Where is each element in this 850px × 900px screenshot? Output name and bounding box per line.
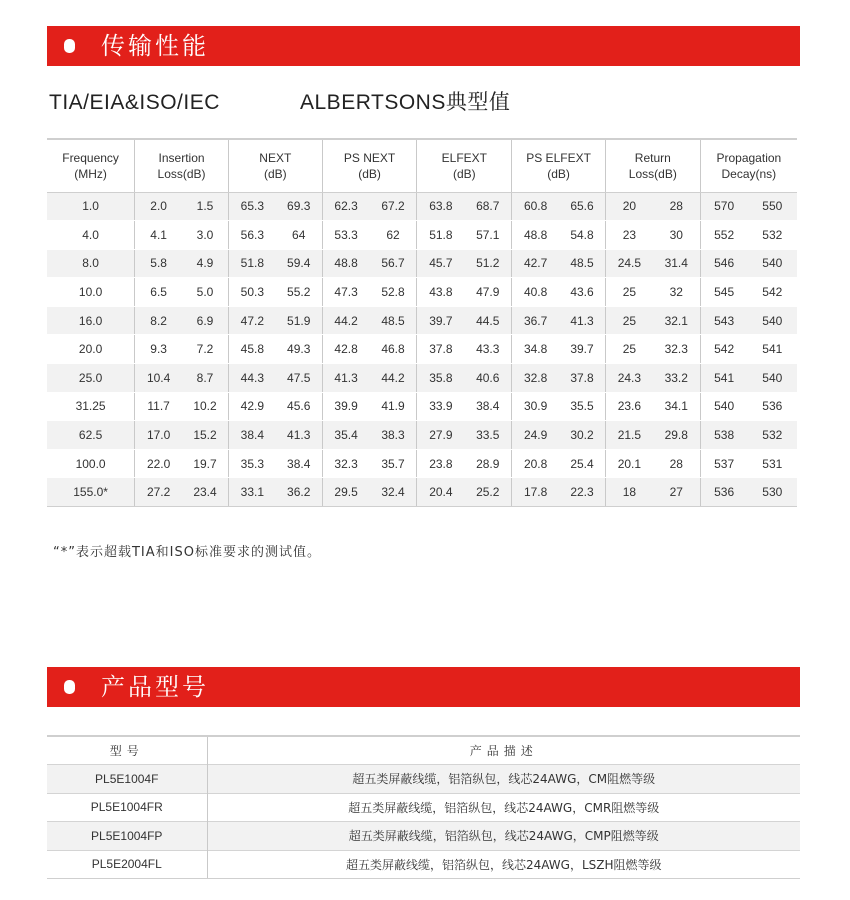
value-cell: 40.8 [512, 278, 559, 307]
frequency-cell: 8.0 [47, 249, 135, 278]
value-cell: 537 [700, 449, 747, 478]
value-cell: 44.5 [464, 306, 511, 335]
footnote: “*”表示超载TIA和ISO标准要求的测试值。 [53, 545, 321, 560]
table-row [47, 478, 797, 507]
value-cell: 23 [605, 221, 652, 250]
value-cell: 39.9 [322, 392, 369, 421]
table-row [47, 765, 800, 794]
value-cell: 48.5 [559, 249, 605, 278]
value-cell: 17.0 [135, 421, 182, 450]
frequency-cell: 31.25 [47, 392, 135, 421]
value-cell: 35.5 [559, 392, 605, 421]
value-cell: 56.7 [370, 249, 417, 278]
column-header: PS NEXT (dB) [322, 139, 417, 192]
value-cell: 20.4 [417, 478, 464, 507]
value-cell: 27.9 [417, 421, 464, 450]
value-cell: 24.3 [605, 364, 652, 393]
value-cell: 32.4 [370, 478, 417, 507]
value-cell: 6.5 [135, 278, 182, 307]
value-cell: 32.1 [653, 306, 700, 335]
value-cell: 51.9 [276, 306, 322, 335]
value-cell: 32.3 [322, 449, 369, 478]
value-cell: 536 [700, 478, 747, 507]
value-cell: 37.8 [559, 364, 605, 393]
bullet-icon [64, 680, 75, 694]
value-cell: 49.3 [276, 335, 322, 364]
value-cell: 48.8 [322, 249, 369, 278]
value-cell: 24.9 [512, 421, 559, 450]
value-cell: 25 [605, 306, 652, 335]
value-cell: 41.3 [276, 421, 322, 450]
value-cell: 57.1 [464, 221, 511, 250]
model-cell: PL5E2004FL [47, 850, 207, 879]
value-cell: 530 [748, 478, 797, 507]
value-cell: 4.9 [182, 249, 228, 278]
frequency-cell: 62.5 [47, 421, 135, 450]
value-cell: 11.7 [135, 392, 182, 421]
value-cell: 69.3 [276, 192, 322, 221]
value-cell: 532 [748, 221, 797, 250]
value-cell: 22.3 [559, 478, 605, 507]
value-cell: 45.8 [228, 335, 275, 364]
value-cell: 68.7 [464, 192, 511, 221]
value-cell: 540 [748, 364, 797, 393]
value-cell: 20 [605, 192, 652, 221]
value-cell: 550 [748, 192, 797, 221]
value-cell: 33.2 [653, 364, 700, 393]
column-header: ELFEXT (dB) [417, 139, 512, 192]
model-cell: PL5E1004FR [47, 793, 207, 822]
table-row [47, 392, 797, 421]
description-cell: 超五类屏蔽线缆，铝箔纵包，线芯24AWG，CMR阻燃等级 [207, 793, 800, 822]
column-header: Insertion Loss(dB) [135, 139, 229, 192]
value-cell: 51.8 [417, 221, 464, 250]
value-cell: 30.9 [512, 392, 559, 421]
value-cell: 39.7 [559, 335, 605, 364]
value-cell: 36.7 [512, 306, 559, 335]
table-row [47, 793, 800, 822]
value-cell: 17.8 [512, 478, 559, 507]
value-cell: 65.3 [228, 192, 275, 221]
description-cell: 超五类屏蔽线缆，铝箔纵包，线芯24AWG，LSZH阻燃等级 [207, 850, 800, 879]
value-cell: 47.2 [228, 306, 275, 335]
value-cell: 18 [605, 478, 652, 507]
value-cell: 2.0 [135, 192, 182, 221]
frequency-cell: 155.0* [47, 478, 135, 507]
value-cell: 50.3 [228, 278, 275, 307]
value-cell: 42.7 [512, 249, 559, 278]
value-cell: 51.2 [464, 249, 511, 278]
value-cell: 552 [700, 221, 747, 250]
section-title: 产品型号 [101, 673, 209, 701]
value-cell: 52.8 [370, 278, 417, 307]
value-cell: 32 [653, 278, 700, 307]
model-cell: PL5E1004F [47, 765, 207, 794]
value-cell: 29.8 [653, 421, 700, 450]
column-header: Propagation Decay(ns) [700, 139, 797, 192]
value-cell: 25.4 [559, 449, 605, 478]
value-cell: 51.8 [228, 249, 275, 278]
value-cell: 23.8 [417, 449, 464, 478]
value-cell: 41.9 [370, 392, 417, 421]
column-header: PS ELFEXT (dB) [512, 139, 606, 192]
table-row [47, 192, 797, 221]
value-cell: 20.1 [605, 449, 652, 478]
value-cell: 60.8 [512, 192, 559, 221]
value-cell: 48.5 [370, 306, 417, 335]
table-row [47, 850, 800, 879]
value-cell: 546 [700, 249, 747, 278]
bullet-icon [64, 39, 75, 53]
value-cell: 10.4 [135, 364, 182, 393]
column-header-description: 产品描述 [207, 736, 800, 765]
value-cell: 39.7 [417, 306, 464, 335]
value-cell: 54.8 [559, 221, 605, 250]
value-cell: 53.3 [322, 221, 369, 250]
table-header-row [47, 736, 800, 765]
value-cell: 29.5 [322, 478, 369, 507]
value-cell: 21.5 [605, 421, 652, 450]
value-cell: 32.3 [653, 335, 700, 364]
section-banner-models [47, 667, 800, 707]
value-cell: 8.7 [182, 364, 228, 393]
frequency-cell: 1.0 [47, 192, 135, 221]
value-cell: 45.7 [417, 249, 464, 278]
value-cell: 47.5 [276, 364, 322, 393]
value-cell: 22.0 [135, 449, 182, 478]
value-cell: 33.9 [417, 392, 464, 421]
value-cell: 10.2 [182, 392, 228, 421]
value-cell: 6.9 [182, 306, 228, 335]
value-cell: 7.2 [182, 335, 228, 364]
value-cell: 45.6 [276, 392, 322, 421]
value-cell: 35.3 [228, 449, 275, 478]
value-cell: 43.6 [559, 278, 605, 307]
value-cell: 30 [653, 221, 700, 250]
value-cell: 19.7 [182, 449, 228, 478]
value-cell: 24.5 [605, 249, 652, 278]
value-cell: 62.3 [322, 192, 369, 221]
value-cell: 32.8 [512, 364, 559, 393]
value-cell: 540 [700, 392, 747, 421]
value-cell: 62 [370, 221, 417, 250]
value-cell: 541 [700, 364, 747, 393]
value-cell: 28 [653, 449, 700, 478]
standard-label-typical: ALBERTSONS典型值 [300, 91, 511, 114]
value-cell: 3.0 [182, 221, 228, 250]
frequency-cell: 100.0 [47, 449, 135, 478]
value-cell: 540 [748, 306, 797, 335]
value-cell: 44.2 [370, 364, 417, 393]
frequency-cell: 4.0 [47, 221, 135, 250]
description-cell: 超五类屏蔽线缆，铝箔纵包，线芯24AWG，CM阻燃等级 [207, 765, 800, 794]
value-cell: 33.1 [228, 478, 275, 507]
value-cell: 538 [700, 421, 747, 450]
section-title: 传输性能 [101, 32, 209, 60]
value-cell: 35.4 [322, 421, 369, 450]
value-cell: 28.9 [464, 449, 511, 478]
frequency-cell: 25.0 [47, 364, 135, 393]
value-cell: 43.8 [417, 278, 464, 307]
value-cell: 30.2 [559, 421, 605, 450]
value-cell: 34.8 [512, 335, 559, 364]
value-cell: 41.3 [559, 306, 605, 335]
frequency-cell: 10.0 [47, 278, 135, 307]
value-cell: 47.3 [322, 278, 369, 307]
value-cell: 46.8 [370, 335, 417, 364]
value-cell: 542 [700, 335, 747, 364]
value-cell: 56.3 [228, 221, 275, 250]
value-cell: 34.1 [653, 392, 700, 421]
value-cell: 42.8 [322, 335, 369, 364]
table-row [47, 306, 797, 335]
value-cell: 33.5 [464, 421, 511, 450]
value-cell: 63.8 [417, 192, 464, 221]
value-cell: 25.2 [464, 478, 511, 507]
table-row [47, 278, 797, 307]
column-header: Frequency (MHz) [47, 139, 135, 192]
value-cell: 42.9 [228, 392, 275, 421]
value-cell: 15.2 [182, 421, 228, 450]
value-cell: 536 [748, 392, 797, 421]
value-cell: 43.3 [464, 335, 511, 364]
value-cell: 41.3 [322, 364, 369, 393]
value-cell: 4.1 [135, 221, 182, 250]
performance-table [47, 138, 797, 507]
frequency-cell: 16.0 [47, 306, 135, 335]
column-header-model: 型号 [47, 736, 207, 765]
value-cell: 542 [748, 278, 797, 307]
value-cell: 31.4 [653, 249, 700, 278]
value-cell: 23.4 [182, 478, 228, 507]
value-cell: 59.4 [276, 249, 322, 278]
section-banner-transmission [47, 26, 800, 66]
value-cell: 48.8 [512, 221, 559, 250]
value-cell: 570 [700, 192, 747, 221]
table-row [47, 421, 797, 450]
value-cell: 540 [748, 249, 797, 278]
value-cell: 531 [748, 449, 797, 478]
value-cell: 38.3 [370, 421, 417, 450]
product-table [47, 735, 800, 879]
value-cell: 8.2 [135, 306, 182, 335]
table-row [47, 449, 797, 478]
table-row [47, 364, 797, 393]
value-cell: 38.4 [276, 449, 322, 478]
frequency-cell: 20.0 [47, 335, 135, 364]
value-cell: 55.2 [276, 278, 322, 307]
value-cell: 541 [748, 335, 797, 364]
value-cell: 543 [700, 306, 747, 335]
value-cell: 38.4 [228, 421, 275, 450]
value-cell: 545 [700, 278, 747, 307]
value-cell: 1.5 [182, 192, 228, 221]
value-cell: 35.8 [417, 364, 464, 393]
table-row [47, 221, 797, 250]
value-cell: 64 [276, 221, 322, 250]
value-cell: 25 [605, 335, 652, 364]
table-row [47, 335, 797, 364]
value-cell: 5.0 [182, 278, 228, 307]
value-cell: 35.7 [370, 449, 417, 478]
table-row [47, 822, 800, 851]
value-cell: 38.4 [464, 392, 511, 421]
value-cell: 27.2 [135, 478, 182, 507]
column-header: Return Loss(dB) [605, 139, 700, 192]
value-cell: 20.8 [512, 449, 559, 478]
description-cell: 超五类屏蔽线缆，铝箔纵包，线芯24AWG，CMP阻燃等级 [207, 822, 800, 851]
value-cell: 5.8 [135, 249, 182, 278]
column-header: NEXT (dB) [228, 139, 322, 192]
value-cell: 9.3 [135, 335, 182, 364]
value-cell: 25 [605, 278, 652, 307]
value-cell: 27 [653, 478, 700, 507]
value-cell: 23.6 [605, 392, 652, 421]
value-cell: 36.2 [276, 478, 322, 507]
model-cell: PL5E1004FP [47, 822, 207, 851]
value-cell: 67.2 [370, 192, 417, 221]
value-cell: 65.6 [559, 192, 605, 221]
value-cell: 44.2 [322, 306, 369, 335]
value-cell: 47.9 [464, 278, 511, 307]
value-cell: 44.3 [228, 364, 275, 393]
value-cell: 532 [748, 421, 797, 450]
value-cell: 37.8 [417, 335, 464, 364]
standard-label-tia: TIA/EIA&ISO/IEC [49, 91, 220, 114]
value-cell: 28 [653, 192, 700, 221]
table-row [47, 249, 797, 278]
table-header-row [47, 139, 797, 192]
value-cell: 40.6 [464, 364, 511, 393]
